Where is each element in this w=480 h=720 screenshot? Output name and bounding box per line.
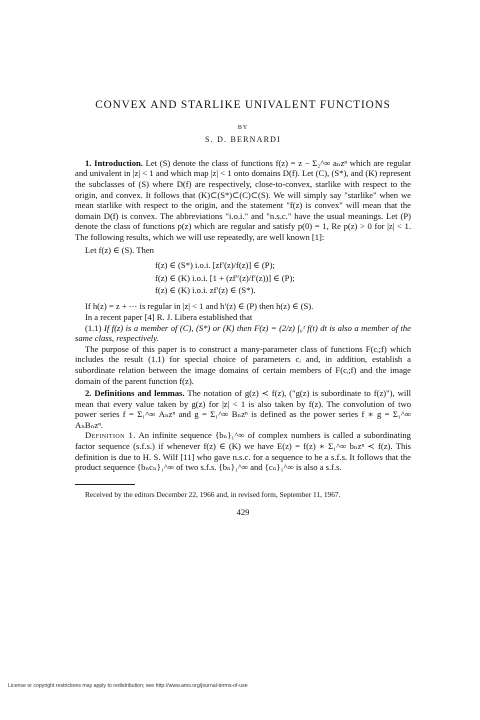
formula-line: f(z) ∈ (S*) i.o.i. [zf′(z)/f(z)] ∈ (P); [155,260,275,271]
definition-label: Definition 1. [85,430,136,441]
license-notice: License or copyright restrictions may apply to redistribution; see http://www.ams.org/journal-terms-of-use [8,683,248,689]
definitions-paragraph [75,388,411,430]
received-footnote: Received by the editors December 22, 1966 and, in revised form, September 11, 1967. [85,489,341,499]
article-title: CONVEX AND STARLIKE UNIVALENT FUNCTIONS [95,99,391,111]
formula-line: f(z) ∈ (K) i.o.i. zf′(z) ∈ (S*). [155,284,256,295]
introduction-paragraph [75,158,411,243]
author-name: S. D. BERNARDI [205,135,281,145]
let-statement: Let f(z) ∈ (S). Then [85,244,154,255]
libera-statement: In a recent paper [4] R. J. Libera established that [85,311,253,322]
section-heading-definitions: 2. Definitions and lemmas. [85,388,185,399]
definition-1-paragraph [75,430,411,472]
byline-label: BY [237,124,249,131]
result-1-1 [75,323,411,344]
definitions-text: The notation of g(z) ≺ f(z), ("g(z) is subordinate to f(z)"), will mean that every value taken by g(z) for |z| < 1 is also taken by f(z). The convolution of two power series f = Σ₁^∞ Aₙzⁿ and g = Σ₁^∞ Bₙzⁿ is defined as the power series f ∗ g = Σ₁^∞ AₙBₙzⁿ. [75,388,411,430]
formula-line: f(z) ∈ (K) i.o.i. [1 + (zf″(z)/f′(z))] ∈ (P); [155,272,295,283]
introduction-text: Let (S) denote the class of functions f(z) = z − Σ₂^∞ aₙzⁿ which are regular and univalent in |z| < 1 and which map |z| < 1 onto domains D(f). Let (C), (S*), and (K) represent the subclasses of (S) where D(f) are respectively, close-to-convex, starlike with respect to the origin, and convex. It follows that (K)⊂(S*)⊂(C)⊂(S). We will simply say "starlike" when we mean starlike with respect to the origin, and the statement "f(z) is convex" will mean that the domain D(f) is convex. The abbreviations "i.o.i." and "n.s.c." have the usual meanings. Let (P) denote the class of functions p(z) which are regular and satisfy p(0) = 1, Re p(z) > 0 for |z| < 1. The following results, which we will use repeatedly, are well known [1]: [75,157,411,242]
formula-block [155,259,411,296]
definition-text: An infinite sequence {bₙ}₁^∞ of complex numbers is called a subordinating factor sequence (s.f.s.) if whenever f(z) ∈ (K) we have E(z) = f(z) ∗ Σ₁^∞ bₙzⁿ ≺ f(z). This definition is due to H. S. Wilf [11] who gave n.s.c. for a sequence to be a s.f.s. It follows that the product sequence {bₙcₙ}₁^∞ of two s.f.s. {bₙ}₁^∞ and {cₙ}₁^∞ is also a s.f.s. [75,430,411,473]
section-heading-introduction: 1. Introduction. [85,157,143,168]
purpose-paragraph: The purpose of this paper is to construct a many-parameter class of functions F(cᵢ;f) which includes the result (1.1) for special choice of parameters cᵢ and, in addition, establish a subordinate relation between the image domains of certain members of F(cᵢ;f) and the image domain of the parent function f(z). [75,343,411,386]
result-text: If f(z) is a member of (C), (S*) or (K) then F(z) = (2/z) ∫₀ᶻ f(t) dt is also a member of the same class, respectively. [75,322,411,344]
footnote-divider [75,484,135,485]
article-page [75,100,411,517]
page-number: 429 [236,506,250,517]
result-label: (1.1) [85,322,102,333]
regular-h-statement: If h(z) = z + ⋯ is regular in |z| < 1 and h′(z) ∈ (P) then h(z) ∈ (S). [85,301,314,312]
